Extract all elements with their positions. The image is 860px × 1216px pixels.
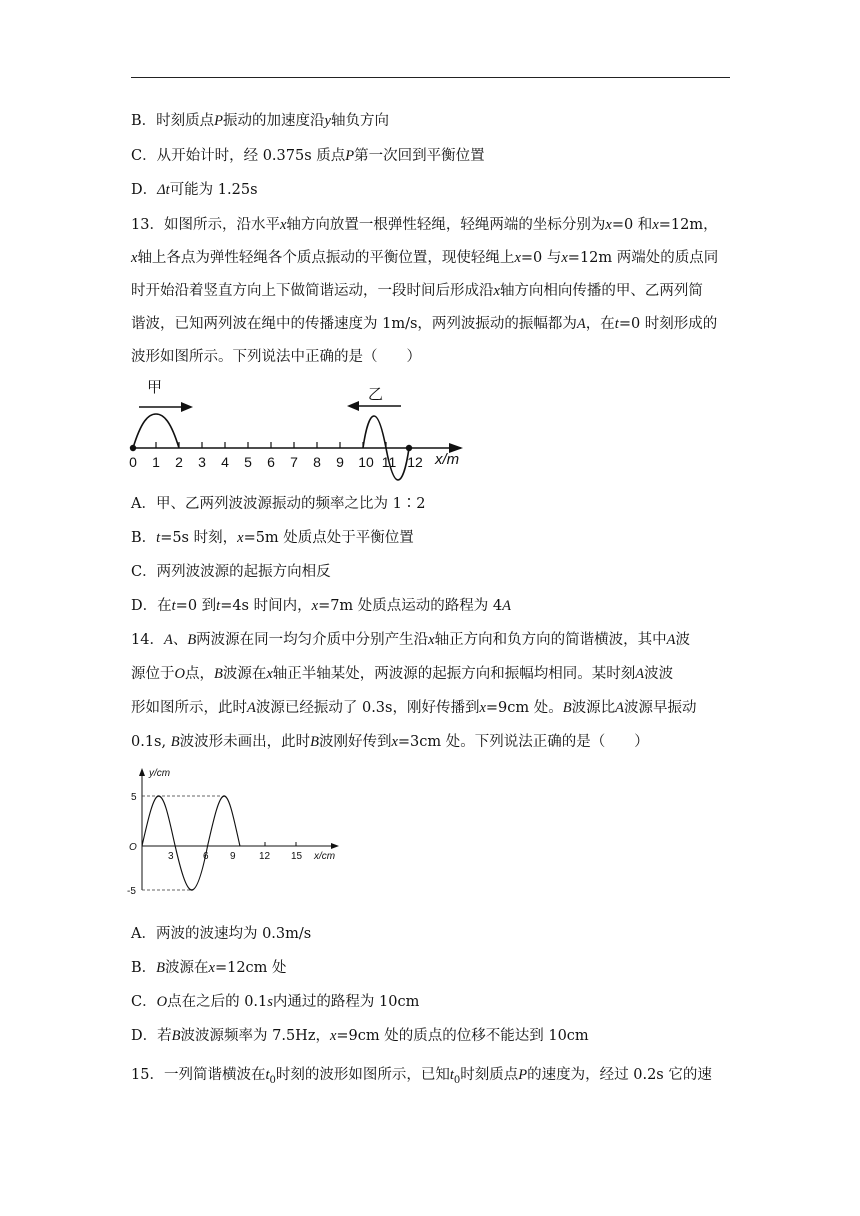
x-tick-6: 6 (203, 851, 209, 862)
tick-5: 5 (244, 454, 252, 470)
tick-4: 4 (221, 454, 229, 470)
x-tick-12: 12 (259, 851, 271, 862)
q14-wave-figure (125, 764, 345, 898)
tick-2: 2 (175, 454, 183, 470)
axis-label-xm: x/m (435, 451, 460, 468)
tick-0: 0 (129, 454, 137, 470)
label-jia: 甲 (147, 379, 163, 396)
x-tick-9: 9 (230, 851, 236, 862)
q14-option-a: A．两波的波速均为 0.3m/s (131, 926, 312, 942)
wave-a (142, 796, 240, 890)
q13-wave-figure (125, 372, 475, 484)
q14-option-c: C．O点在之后的 0.1s内通过的路程为 10cm (131, 994, 420, 1010)
tick-12: 12 (407, 454, 423, 470)
tick-6: 6 (267, 454, 275, 470)
q13-stem-line1: 13．如图所示，沿水平x轴方向放置一根弹性轻绳，轻绳两端的坐标分别为x=0 和x=12m， (131, 217, 718, 233)
q13-stem-line5: 波形如图所示。下列说法中正确的是（ ） (131, 349, 421, 365)
q13-option-a: A．甲、乙两列波波源振动的频率之比为 1∶2 (131, 496, 426, 512)
q13-stem-line2: x轴上各点为弹性轻绳各个质点振动的平衡位置，现使轻绳上x=0 与x=12m 两端处的质点同 (131, 250, 719, 266)
tick-7: 7 (290, 454, 298, 470)
tick-9: 9 (336, 454, 344, 470)
source-dot-left (130, 445, 136, 451)
tick-10: 10 (358, 454, 374, 470)
q14-stem-line1: 14．A、B两波源在同一均匀介质中分别产生沿x轴正方向和负方向的简谐横波，其中A波 (131, 632, 690, 648)
label-yi: 乙 (368, 386, 384, 403)
q14-stem-line4: 0.1s, B波波形未画出，此时B波刚好传到x=3cm 处。下列说法正确的是（ ） (131, 734, 649, 750)
x-tick-15: 15 (291, 851, 303, 862)
origin-label: O (129, 842, 137, 853)
q12-option-d: D．Δt可能为 1.25s (131, 182, 258, 198)
q14-option-d: D．若B波波源频率为 7.5Hz，x=9cm 处的质点的位移不能达到 10cm (131, 1028, 589, 1044)
q12-option-b: B．时刻质点P振动的加速度沿y轴负方向 (131, 113, 389, 129)
y-tick-5: 5 (131, 792, 137, 803)
q14-stem-line3: 形如图所示，此时A波源已经振动了 0.3s，刚好传播到x=9cm 处。B波源比A波源早振动 (131, 700, 697, 716)
header-rule (131, 77, 730, 78)
q15-stem-line1: 15．一列简谐横波在$t_0$时刻的波形如图所示，已知$t_0$时刻质点P的速度为，经过 0.2s 它的速 (131, 1067, 712, 1086)
x-axis-label: x/cm (314, 851, 336, 862)
tick-1: 1 (152, 454, 160, 470)
tick-3: 3 (198, 454, 206, 470)
tick-11: 11 (381, 454, 397, 470)
source-dot-right (406, 445, 412, 451)
y-axis-label: y/cm (149, 768, 171, 779)
q13-option-b: B．t=5s 时刻，x=5m 处质点处于平衡位置 (131, 530, 414, 546)
q13-option-d: D．在t=0 到t=4s 时间内，x=7m 处质点运动的路程为 4A (131, 598, 511, 614)
q12-option-c: C．从开始计时，经 0.375s 质点P第一次回到平衡位置 (131, 148, 485, 164)
q13-stem-line3: 时开始沿着竖直方向上下做简谐运动，一段时间后形成沿x轴方向相向传播的甲、乙两列简 (131, 283, 703, 299)
y-tick-neg5: -5 (127, 886, 136, 897)
tick-8: 8 (313, 454, 321, 470)
q14-option-b: B．B波源在x=12cm 处 (131, 960, 287, 976)
q13-stem-line4: 谐波，已知两列波在绳中的传播速度为 1m/s，两列波振动的振幅都为A，在t=0 时刻形成的 (131, 316, 718, 332)
q14-stem-line2: 源位于O点，B波源在x轴正半轴某处，两波源的起振方向和振幅均相同。某时刻A波波 (131, 666, 674, 682)
q13-option-c: C．两列波波源的起振方向相反 (131, 564, 331, 580)
x-tick-3: 3 (168, 851, 174, 862)
